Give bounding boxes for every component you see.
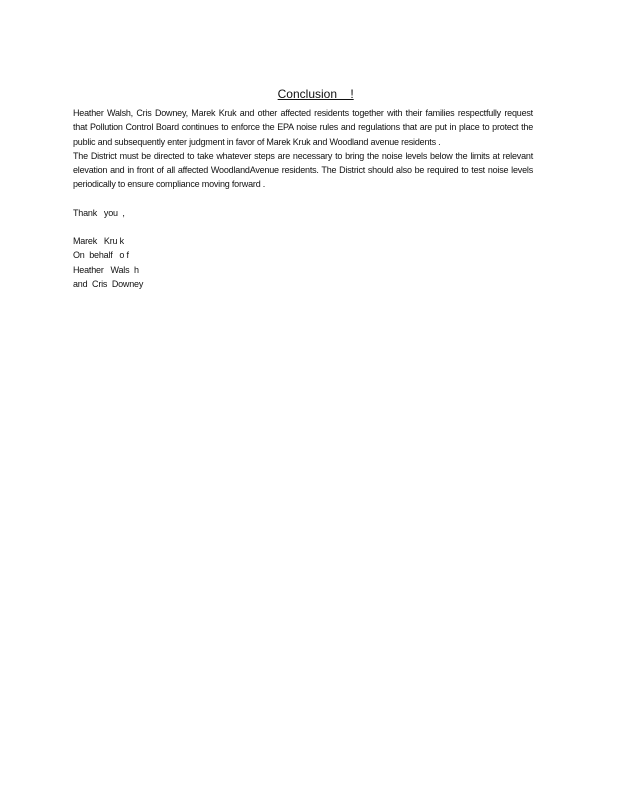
closing-line: Thank you , [73,207,125,218]
document-title-text: Conclusion ! [277,87,354,101]
paragraph-district: The District must be directed to take whatever steps are necessary to bring the noise levels below the limits at relevant elevation and in front of all affected WoodlandAvenue residents. The District should also be required to test noise levels periodically to ensure compliance moving forward . [73,150,533,190]
signature-line: On behalf o f [73,250,129,261]
signature-line: and Cris Downey [73,278,144,289]
document-body [73,106,533,291]
signature-line: Marek Kru k [73,236,124,247]
paragraph-request: Heather Walsh, Cris Downey, Marek Kruk and other affected residents together with their families respectfully request that Pollution Control Board continues to enforce the EPA noise rules and regulations that are put in place to protect the public and subsequently enter judgment in favor of Marek Kruk and Woodland avenue residents . [73,108,533,147]
signature-block [73,234,533,291]
signature-line: Heather Wals h [73,264,139,275]
